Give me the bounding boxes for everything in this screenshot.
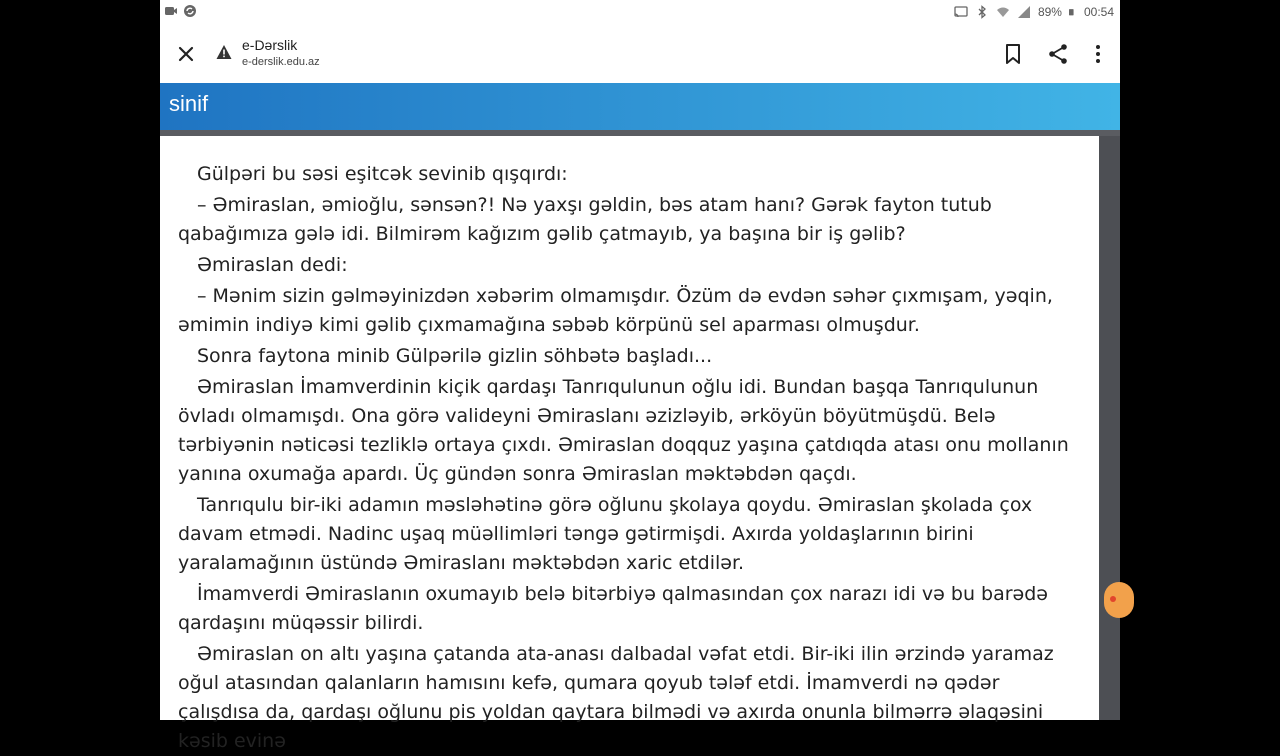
browser-window	[160, 0, 1120, 752]
site-title: e-Dərslik	[242, 37, 298, 53]
paragraph: Tanrıqulu bir-iki adamın məsləhətinə görə oğlunu şkolaya qoydu. Əmiraslan şkolada çox davam etmədi. Nadinc uşaq müəllimləri təngə gətirmişdi. Axırda yoldaşlarının birini yaralamağının üstündə Əmiraslanı məktəbdən xaric etdilər.	[178, 494, 1033, 574]
close-icon[interactable]	[172, 40, 200, 68]
more-options-icon[interactable]	[1086, 42, 1110, 66]
paragraph: Əmiraslan on altı yaşına çatanda ata-anası dalbadal vəfat etdi. Bir-iki ilin ərzində yaramaz oğul atasından qalanların hamısını kefə, qumara qoyub tələf etdi. İmamverdi nə qədər çalışdısa da, qardaşı oğlunu pis yoldan qaytara bilmədi və axırda onunla bilmərrə əlaqəsini kəsib evinə	[178, 643, 1054, 752]
battery-percentage: 89%	[1037, 5, 1062, 19]
floating-button-dot	[1110, 596, 1116, 602]
book-page	[160, 136, 1099, 752]
page-header	[160, 83, 1120, 130]
sync-icon	[183, 4, 197, 18]
share-icon[interactable]	[1046, 42, 1070, 66]
page-text	[160, 136, 1099, 756]
bluetooth-icon	[975, 5, 989, 19]
floating-action-button[interactable]	[1104, 582, 1134, 618]
paragraph: İmamverdi Əmiraslanın oxumayıb belə bitərbiyə qalmasından çox narazı idi və bu barədə qardaşını müqəssir bilirdi.	[178, 583, 1049, 634]
bookmark-icon[interactable]	[1001, 42, 1025, 66]
custom-tab-toolbar	[160, 24, 1120, 83]
paragraph: Əmiraslan İmamverdinin kiçik qardaşı Tanrıqulunun oğlu idi. Bundan başqa Tanrıqulunun övladı olmamışdı. Ona görə valideyni Əmiraslanı əzizləyib, ərköyün böyütmüşdü. Belə tərbiyənin nəticəsi tezliklə ortaya çıxdı. Əmiraslan doqquz yaşına çatdıqda atası onu mollanın yanına oxumağa apardı. Üç gündən sonra Əmiraslan məktəbdən qaçdı.	[178, 376, 1069, 485]
battery-icon	[1069, 5, 1077, 19]
wifi-icon	[996, 5, 1010, 19]
status-bar	[160, 0, 1120, 24]
cast-icon	[954, 5, 968, 19]
paragraph: Sonra faytona minib Gülpərilə gizlin söhbətə başladı...	[197, 345, 713, 367]
video-camera-icon	[164, 4, 178, 18]
status-notifications	[164, 4, 197, 18]
paragraph: Əmiraslan dedi:	[197, 254, 348, 276]
site-url: e-derslik.edu.az	[242, 56, 320, 68]
paragraph: Gülpəri bu səsi eşitcək sevinib qışqırdı:	[197, 163, 568, 185]
clock: 00:54	[1083, 5, 1114, 19]
not-secure-warning-icon[interactable]	[216, 44, 232, 60]
signal-icon	[1017, 5, 1031, 19]
paragraph: – Əmiraslan, əmioğlu, sənsən?! Nə yaxşı gəldin, bəs atam hanı? Gərək fayton tutub qabağımıza gələ idi. Bilmirəm kağızım gəlib çatmayıb, ya başına bir iş gəlib?	[178, 194, 992, 245]
page-edge	[1099, 136, 1120, 720]
status-indicators	[954, 5, 1114, 19]
header-title: sinif	[169, 91, 209, 116]
paragraph: – Mənim sizin gəlməyinizdən xəbərim olmamışdır. Özüm də evdən səhər çıxmışam, yəqin, əmimin indiyə kimi gəlib çıxmamağına səbəb körpünü sel aparması olmuşdur.	[178, 285, 1053, 336]
